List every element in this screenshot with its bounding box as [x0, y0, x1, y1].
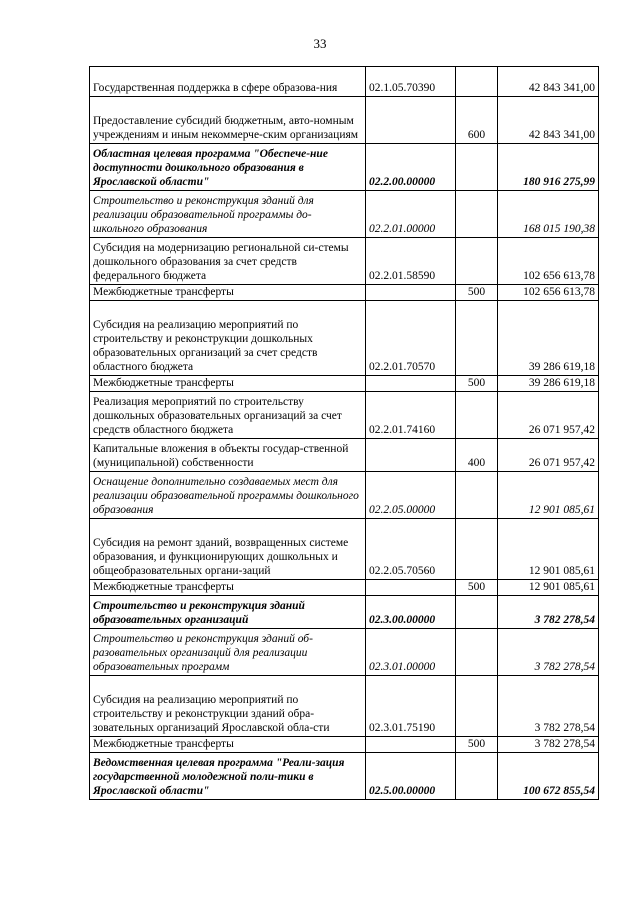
row-code-cell	[366, 737, 456, 753]
row-code-cell: 02.3.00.00000	[366, 596, 456, 629]
row-type-cell	[456, 144, 498, 191]
row-name-cell: Межбюджетные трансферты	[90, 376, 366, 392]
row-name-cell: Субсидия на ремонт зданий, возвращенных системе образования, и функционирующих дошкольных и общеобразовательных органи-заций	[90, 519, 366, 580]
row-sum-cell: 102 656 613,78	[498, 285, 599, 301]
row-code-cell: 02.2.00.00000	[366, 144, 456, 191]
row-sum-cell: 26 071 957,42	[498, 392, 599, 439]
table-row	[90, 238, 599, 285]
row-type-cell	[456, 472, 498, 519]
table-row	[90, 629, 599, 676]
row-sum-cell: 3 782 278,54	[498, 737, 599, 753]
budget-table	[89, 66, 599, 800]
row-name-cell: Оснащение дополнительно создаваемых мест для реализации образовательной программы дошкольного образования	[90, 472, 366, 519]
row-sum-cell: 102 656 613,78	[498, 238, 599, 285]
row-type-cell	[456, 596, 498, 629]
row-type-cell	[456, 519, 498, 580]
row-sum-cell: 42 843 341,00	[498, 67, 599, 97]
row-code-cell: 02.2.01.70570	[366, 301, 456, 376]
table-row	[90, 97, 599, 144]
row-name-cell: Государственная поддержка в сфере образова-ния	[90, 67, 366, 97]
table-row	[90, 519, 599, 580]
row-type-cell	[456, 392, 498, 439]
table-row	[90, 439, 599, 472]
row-name-cell: Капитальные вложения в объекты государ-ственной (муниципальной) собственности	[90, 439, 366, 472]
row-name-cell: Строительство и реконструкция зданий об-разовательных организаций для реализации образовательных программ	[90, 629, 366, 676]
table-row	[90, 392, 599, 439]
row-sum-cell: 39 286 619,18	[498, 301, 599, 376]
row-code-cell: 02.2.01.58590	[366, 238, 456, 285]
page-number: 33	[313, 36, 327, 51]
row-sum-cell: 12 901 085,61	[498, 580, 599, 596]
row-name-cell: Субсидия на реализацию мероприятий по строительству и реконструкции зданий обра-зовательных организаций Ярославской обла-сти	[90, 676, 366, 737]
table-row	[90, 596, 599, 629]
row-code-cell	[366, 376, 456, 392]
table-row	[90, 376, 599, 392]
row-type-cell	[456, 301, 498, 376]
row-type-cell	[456, 676, 498, 737]
table-row	[90, 301, 599, 376]
row-type-cell	[456, 67, 498, 97]
row-name-cell: Ведомственная целевая программа "Реали-зация государственной молодежной поли-тики в Ярославской области"	[90, 753, 366, 800]
row-name-cell: Межбюджетные трансферты	[90, 737, 366, 753]
table-row	[90, 144, 599, 191]
row-type-cell: 400	[456, 439, 498, 472]
row-sum-cell: 100 672 855,54	[498, 753, 599, 800]
row-name-cell: Субсидия на реализацию мероприятий по строительству и реконструкции дошкольных образовательных организаций за счет средств областного бюджета	[90, 301, 366, 376]
table-row	[90, 285, 599, 301]
table-row	[90, 753, 599, 800]
row-sum-cell: 42 843 341,00	[498, 97, 599, 144]
row-sum-cell: 180 916 275,99	[498, 144, 599, 191]
row-code-cell	[366, 285, 456, 301]
row-sum-cell: 3 782 278,54	[498, 629, 599, 676]
row-type-cell: 600	[456, 97, 498, 144]
budget-table-body	[90, 67, 599, 800]
row-name-cell: Межбюджетные трансферты	[90, 285, 366, 301]
row-code-cell: 02.3.01.00000	[366, 629, 456, 676]
row-name-cell: Предоставление субсидий бюджетным, авто-номным учреждениям и иным некоммерче-ским организациям	[90, 97, 366, 144]
table-row	[90, 67, 599, 97]
row-name-cell: Строительство и реконструкция зданий для реализации образовательной программы до-школьного образования	[90, 191, 366, 238]
row-name-cell: Областная целевая программа "Обеспече-ние доступности дошкольного образования в Ярославской области"	[90, 144, 366, 191]
row-type-cell: 500	[456, 580, 498, 596]
row-sum-cell: 39 286 619,18	[498, 376, 599, 392]
row-name-cell: Межбюджетные трансферты	[90, 580, 366, 596]
row-type-cell: 500	[456, 285, 498, 301]
row-code-cell	[366, 580, 456, 596]
row-sum-cell: 3 782 278,54	[498, 676, 599, 737]
row-sum-cell: 168 015 190,38	[498, 191, 599, 238]
row-code-cell: 02.1.05.70390	[366, 67, 456, 97]
row-type-cell	[456, 191, 498, 238]
table-row	[90, 191, 599, 238]
row-sum-cell: 12 901 085,61	[498, 519, 599, 580]
row-code-cell: 02.2.05.70560	[366, 519, 456, 580]
row-sum-cell: 3 782 278,54	[498, 596, 599, 629]
row-code-cell	[366, 439, 456, 472]
row-name-cell: Субсидия на модернизацию региональной си-стемы дошкольного образования за счет средств федерального бюджета	[90, 238, 366, 285]
row-code-cell: 02.2.05.00000	[366, 472, 456, 519]
row-type-cell	[456, 629, 498, 676]
table-row	[90, 737, 599, 753]
row-type-cell: 500	[456, 737, 498, 753]
row-sum-cell: 26 071 957,42	[498, 439, 599, 472]
row-type-cell	[456, 753, 498, 800]
row-code-cell: 02.2.01.00000	[366, 191, 456, 238]
row-code-cell	[366, 97, 456, 144]
row-type-cell: 500	[456, 376, 498, 392]
row-name-cell: Реализация мероприятий по строительству дошкольных образовательных организаций за счет средств областного бюджета	[90, 392, 366, 439]
row-code-cell: 02.5.00.00000	[366, 753, 456, 800]
table-row	[90, 676, 599, 737]
row-type-cell	[456, 238, 498, 285]
row-code-cell: 02.3.01.75190	[366, 676, 456, 737]
row-name-cell: Строительство и реконструкция зданий образовательных организаций	[90, 596, 366, 629]
table-row	[90, 580, 599, 596]
table-row	[90, 472, 599, 519]
row-code-cell: 02.2.01.74160	[366, 392, 456, 439]
row-sum-cell: 12 901 085,61	[498, 472, 599, 519]
